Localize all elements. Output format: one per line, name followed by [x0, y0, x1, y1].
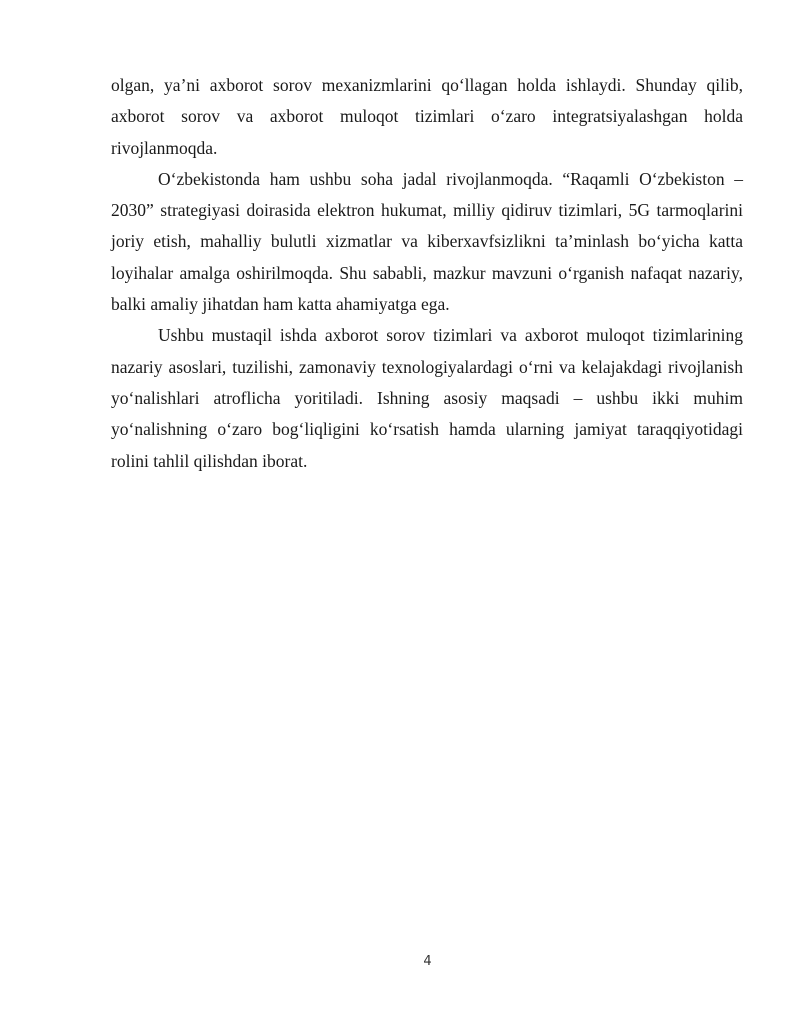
paragraph-uzbekistan: O‘zbekistonda ham ushbu soha jadal rivojlanmoqda. “Raqamli O‘zbekiston – 2030” strategiyasi doirasida elektron hukumat, milliy qidiruv tizimlari, 5G tarmoqlarini joriy etish, mahalliy bulutli xizmatlar va kiberxavfsizlikni ta’minlash bo‘yicha katta loyihalar amalga oshirilmoqda. Shu sababli, mazkur mavzuni o‘rganish nafaqat nazariy, balki amaliy jihatdan ham katta ahamiyatga ega. [111, 168, 743, 315]
paragraph-goal: Ushbu mustaqil ishda axborot sorov tizimlari va axborot muloqot tizimlarining nazariy asoslari, tuzilishi, zamonaviy texnologiyalardagi o‘rni va kelajakdagi rivojlanish yo‘nalishlari atroflicha yoritiladi. Ishning asosiy maqsadi – ushbu ikki muhim yo‘nalishning o‘zaro bog‘liqligini ko‘rsatish hamda ularning jamiyat taraqqiyotidagi rolini tahlil qilishdan iborat. [111, 325, 743, 471]
page-number: 4 [423, 954, 432, 969]
body-text [111, 70, 743, 477]
paragraph-continuation: olgan, ya’ni axborot sorov mexanizmlarini qo‘llagan holda ishlaydi. Shunday qilib, axborot sorov va axborot muloqot tizimlari o‘zaro integratsiyalashgan holda rivojlanmoqda. [111, 75, 743, 158]
